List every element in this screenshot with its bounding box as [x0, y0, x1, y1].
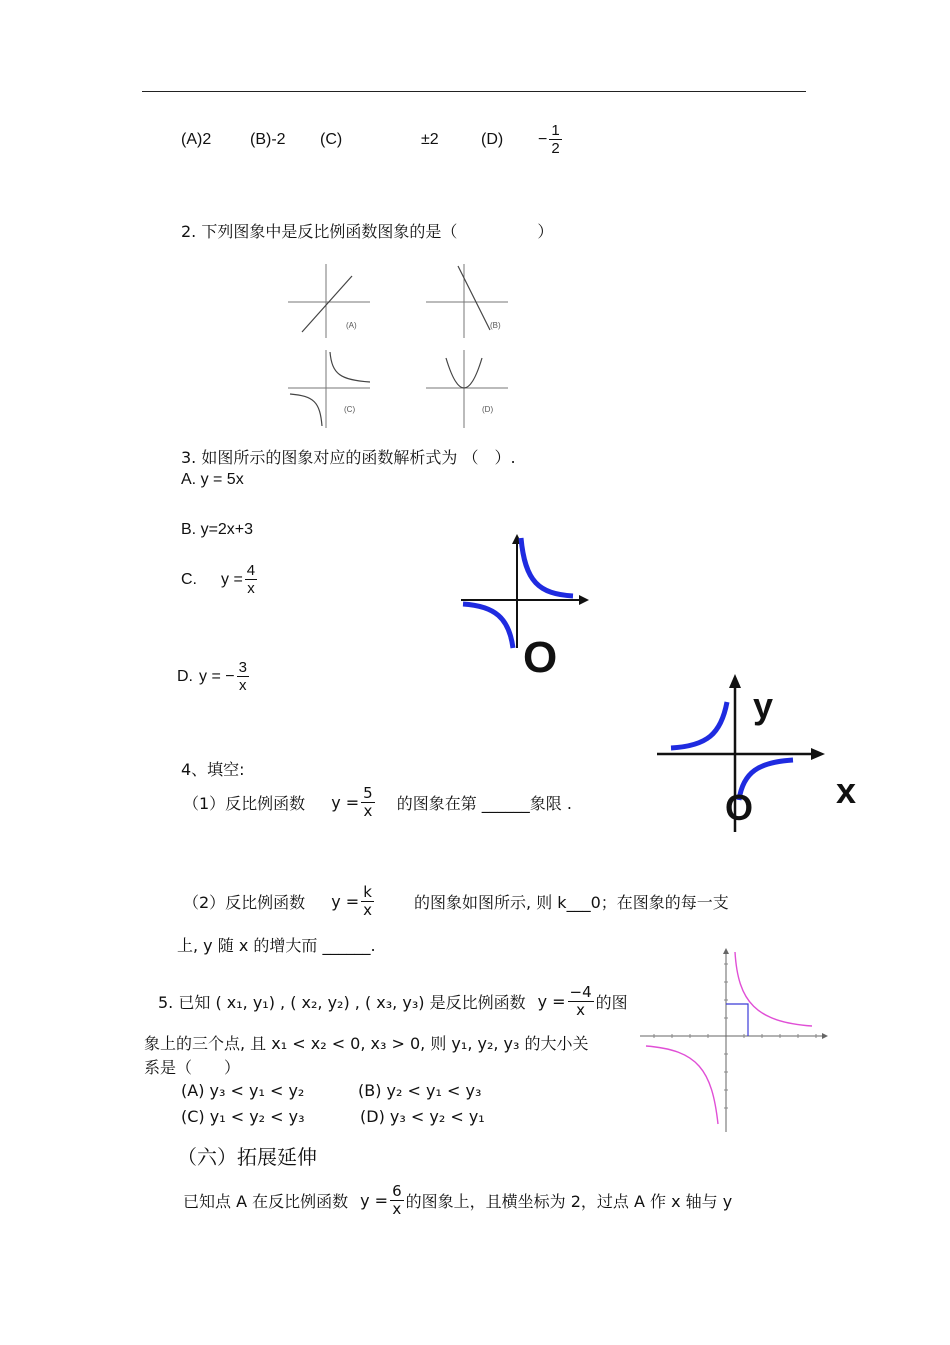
q1-option-a: (A)2 [181, 131, 212, 148]
q4-part-1: （1）反比例函数 y = $\frac{5}{x}$ 的图象在第 ______象限 . [183, 784, 572, 820]
q2-graph-b [424, 262, 514, 342]
q4-p2-fraction: $\frac{k}{x}$ [363, 883, 373, 919]
header-rule [142, 91, 806, 92]
line-graph [302, 276, 352, 332]
point-a-projection [726, 1004, 748, 1036]
q2-stem: 2. 下列图象中是反比例函数图象的是（ ） [181, 222, 554, 241]
axis-y-arrow [729, 674, 741, 688]
hyperbola-branch-2 [646, 1046, 718, 1124]
q3-option-c: C. y = $\frac{4}{x}$ [181, 562, 256, 597]
axis-x-arrow [822, 1033, 828, 1039]
hyperbola-branch-1 [521, 538, 573, 596]
q3-d-fraction: $\frac{3}{x}$ [238, 659, 247, 694]
q4-heading: 4、填空: [181, 760, 245, 779]
q3-option-d: D. y = − $\frac{3}{x}$ [177, 659, 247, 694]
q4-x-axis-label: x [836, 770, 857, 811]
q4-origin-label: O [725, 787, 754, 828]
q5-option-b: (B) y₂ < y₁ < y₃ [358, 1081, 482, 1100]
hyperbola-branch-1 [735, 952, 812, 1026]
q1-option-b: (B)-2 [250, 131, 286, 148]
graph-c-label: (C) [344, 405, 356, 414]
axis-y-arrow [723, 948, 729, 954]
q3-option-b: B. y=2x+3 [181, 521, 254, 538]
q3-c-fraction: $\frac{4}{x}$ [246, 562, 256, 597]
q4-p1-fraction: $\frac{5}{x}$ [363, 784, 373, 820]
axis-x-arrow [579, 595, 589, 605]
q3-origin-label: O [523, 633, 558, 682]
q5-line-3: 系是（ ） [144, 1058, 241, 1077]
q1-option-d-value: − $\frac{1}{2}$ [538, 122, 560, 157]
q2-graph-a [286, 262, 376, 342]
q5-fraction: $\frac{-4}{x}$ [569, 983, 592, 1019]
q1-d-fraction: $\frac{1}{2}$ [551, 122, 560, 157]
graph-a-label: (A) [346, 321, 357, 330]
line-graph [458, 266, 490, 330]
q1-option-c: (C) [320, 131, 343, 148]
q1-option-c-value: ±2 [421, 131, 439, 148]
q3-stem: 3. 如图所示的图象对应的函数解析式为 （ ）. [181, 448, 516, 467]
section-6-fraction: $\frac{6}{x}$ [392, 1182, 402, 1218]
q3-option-a: A. y = 5x [181, 471, 244, 488]
q4-graph [655, 672, 865, 837]
hyperbola-branch-1 [671, 702, 727, 748]
q2-graph-d [424, 348, 514, 430]
q5-option-c: (C) y₁ < y₂ < y₃ [181, 1107, 305, 1126]
q3-graph [455, 530, 605, 680]
q5-option-a: (A) y₃ < y₁ < y₂ [181, 1081, 305, 1100]
hyperbola-branch-2 [290, 394, 322, 426]
q4-part-2-line-2: 上, y 随 x 的增大而 ______. [177, 936, 376, 955]
q5-line-2: 象上的三个点, 且 x₁ < x₂ < 0, x₃ > 0, 则 y₁, y₂, y₃ 的大小关 [144, 1034, 589, 1053]
graph-b-label: (B) [490, 321, 501, 330]
q5-stem: 5. 已知 ( x₁, y₁) , ( x₂, y₂) , ( x₃, y₃) 是反比例函数 y = $\frac{-4}{x}$ 的图 [158, 983, 628, 1019]
section-6-heading: （六）拓展延伸 [177, 1145, 317, 1169]
q4-y-axis-label: y [753, 685, 774, 726]
graph-d-label: (D) [482, 405, 494, 414]
q5-option-d: (D) y₃ < y₂ < y₁ [360, 1107, 485, 1126]
section-6-text: 已知点 A 在反比例函数 y = $\frac{6}{x}$ 的图象上，且横坐标为 2，过点 A 作 x 轴与 y [183, 1182, 733, 1218]
q5-graph [638, 946, 830, 1134]
q1-option-d: (D) [481, 131, 504, 148]
q2-graph-c [286, 348, 376, 430]
hyperbola-branch-1 [330, 352, 370, 382]
hyperbola-branch-2 [463, 604, 513, 648]
axis-x-arrow [811, 748, 825, 760]
q4-part-2: （2）反比例函数 y = $\frac{k}{x}$ 的图象如图所示, 则 k___0；在图象的每一支 [183, 883, 729, 919]
